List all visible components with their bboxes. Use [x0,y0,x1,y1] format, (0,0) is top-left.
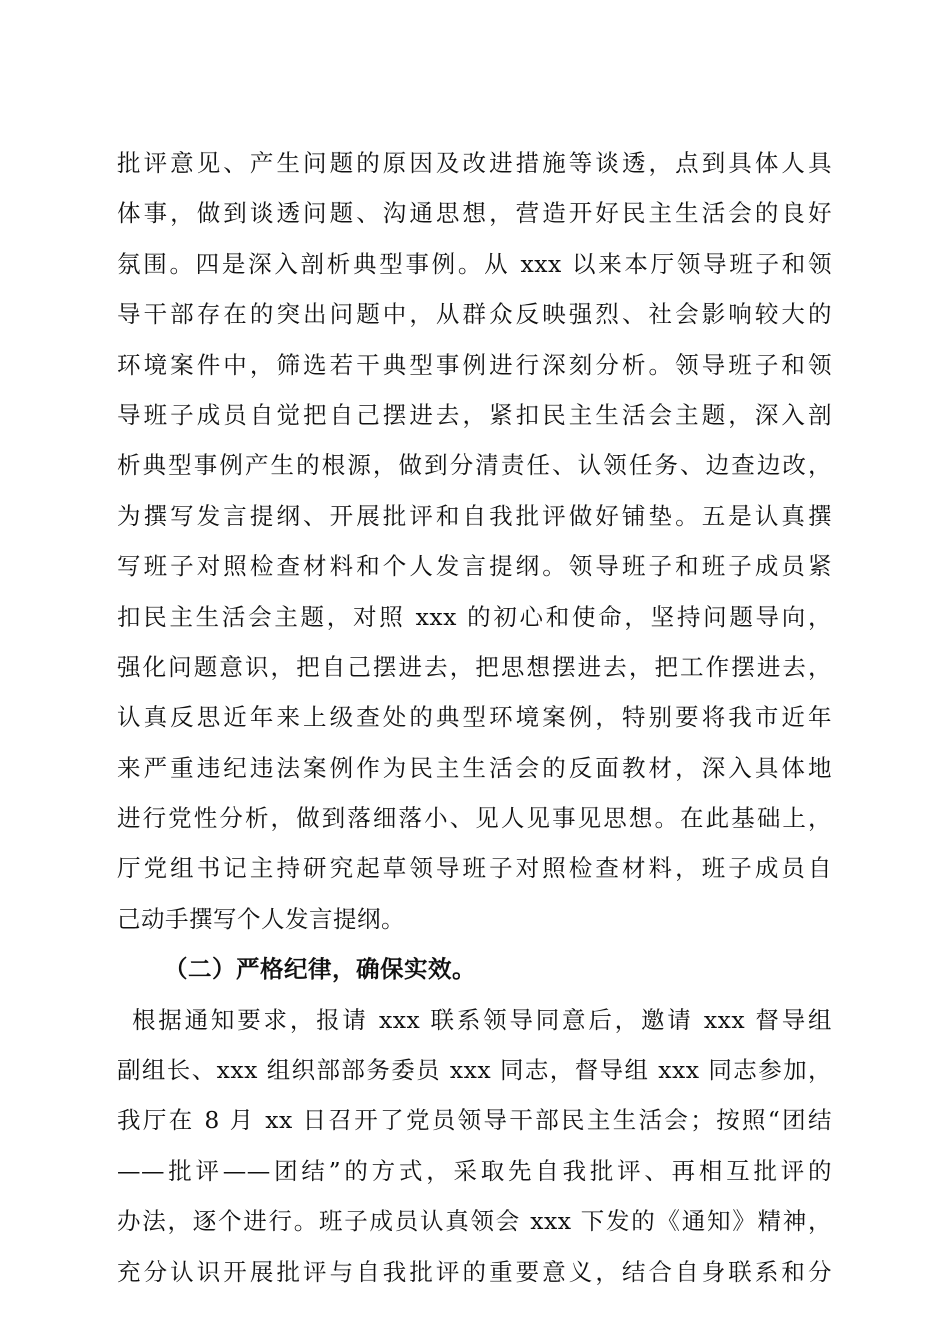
text-line: 办法，逐个进行。班子成员认真领会 xxx 下发的《通知》精神， [117,1207,832,1236]
text-line: 扣民主生活会主题，对照 xxx 的初心和使命，坚持问题导向， [117,602,832,631]
text-line: 写班子对照检查材料和个人发言提纲。领导班子和班子成员紧 [117,552,832,581]
text-line: 厅党组书记主持研究起草领导班子对照检查材料，班子成员自 [117,854,832,883]
text-line: 导班子成员自觉把自己摆进去，紧扣民主生活会主题，深入剖 [117,400,832,429]
paragraph-2 [117,995,832,1297]
text-line: 来严重违纪违法案例作为民主生活会的反面教材，深入具体地 [117,753,832,782]
text-line: 进行党性分析，做到落细落小、见人见事见思想。在此基础上， [117,804,832,833]
text-line: 析典型事例产生的根源，做到分清责任、认领任务、边查边改， [117,451,832,480]
text-line: 认真反思近年来上级查处的典型环境案例，特别要将我市近年 [117,703,832,732]
text-line: ——批评——团结”的方式，采取先自我批评、再相互批评的 [117,1156,832,1185]
text-line: 根据通知要求，报请 xxx 联系领导同意后，邀请 xxx 督导组 [132,1005,832,1034]
section-heading: （二）严格纪律，确保实效。 [164,955,476,984]
text-line: 强化问题意识，把自己摆进去，把思想摆进去，把工作摆进去， [117,652,832,681]
text-line: 导干部存在的突出问题中，从群众反映强烈、社会影响较大的 [117,300,832,329]
text-line: 己动手撰写个人发言提纲。 [117,904,405,933]
text-line: 充分认识开展批评与自我批评的重要意义，结合自身联系和分 [117,1257,832,1286]
text-line: 副组长、xxx 组织部部务委员 xxx 同志，督导组 xxx 同志参加， [117,1056,832,1085]
text-line: 氛围。四是深入剖析典型事例。从 xxx 以来本厅领导班子和领 [117,249,832,278]
document-body [117,138,832,1297]
text-line: 为撰写发言提纲、开展批评和自我批评做好铺垫。五是认真撰 [117,501,832,530]
text-line: 体事，做到谈透问题、沟通思想，营造开好民主生活会的良好 [117,199,832,228]
text-line: 我厅在 8 月 xx 日召开了党员领导干部民主生活会；按照“团结 [117,1106,832,1135]
text-line: 环境案件中，筛选若干典型事例进行深刻分析。领导班子和领 [117,350,832,379]
text-line: 批评意见、产生问题的原因及改进措施等谈透，点到具体人具 [117,149,832,177]
paragraph-1 [117,138,832,944]
